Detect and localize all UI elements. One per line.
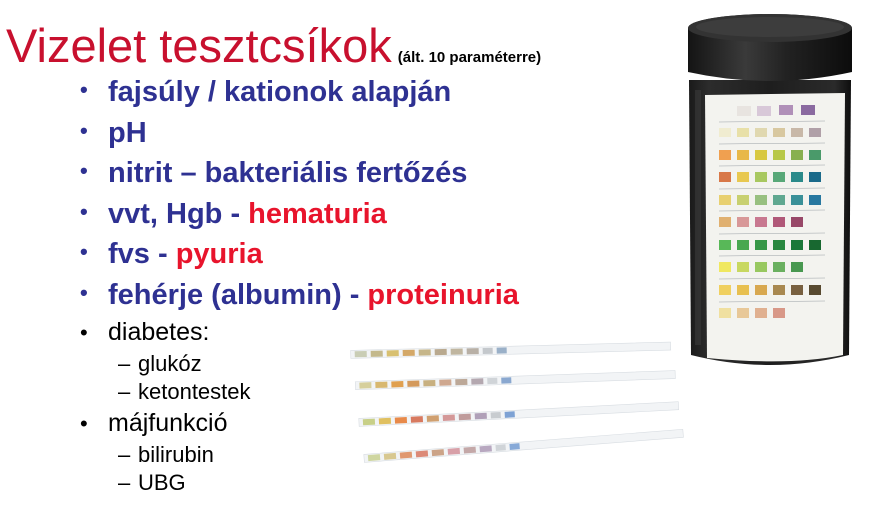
- slide-title: [6, 18, 541, 73]
- bullet-highlight: proteinuria: [367, 278, 519, 311]
- bullet-text: nitrit – bakteriális fertőzés: [108, 157, 468, 189]
- title-note: (ált. 10 paraméterre): [397, 49, 542, 66]
- bullet-hematuria: [78, 194, 519, 235]
- sub-bullet-text: bilirubin: [138, 442, 214, 467]
- bullet-text: pH: [108, 116, 147, 149]
- bullet-ph: [78, 113, 519, 154]
- title-text: Vizelet tesztcsíkok: [6, 19, 392, 72]
- bullet-text: fehérje (albumin) -: [108, 278, 368, 311]
- sub-bullet-text: UBG: [138, 470, 186, 495]
- bullet-text: diabetes:: [108, 318, 210, 346]
- sub-bullet-text: ketontestek: [138, 379, 251, 404]
- bullet-text: fvs -: [108, 238, 176, 270]
- sub-bullet-text: glukóz: [138, 351, 202, 376]
- bullet-specific-gravity: [78, 72, 519, 113]
- bullet-pyuria: [78, 234, 519, 275]
- bullet-highlight: pyuria: [175, 238, 263, 270]
- bullet-text: vvt, Hgb -: [108, 197, 249, 230]
- bullet-proteinuria: [78, 275, 519, 316]
- bullet-highlight: hematuria: [248, 197, 387, 230]
- sub-bullet-ubg: [78, 469, 519, 497]
- bullet-text: fajsúly / kationok alapján: [108, 76, 452, 108]
- bullet-text: májfunkció: [108, 409, 228, 437]
- test-strip-bottle-image: [675, 10, 865, 375]
- bullet-nitrite: [78, 153, 519, 194]
- test-strips-image: [350, 330, 690, 470]
